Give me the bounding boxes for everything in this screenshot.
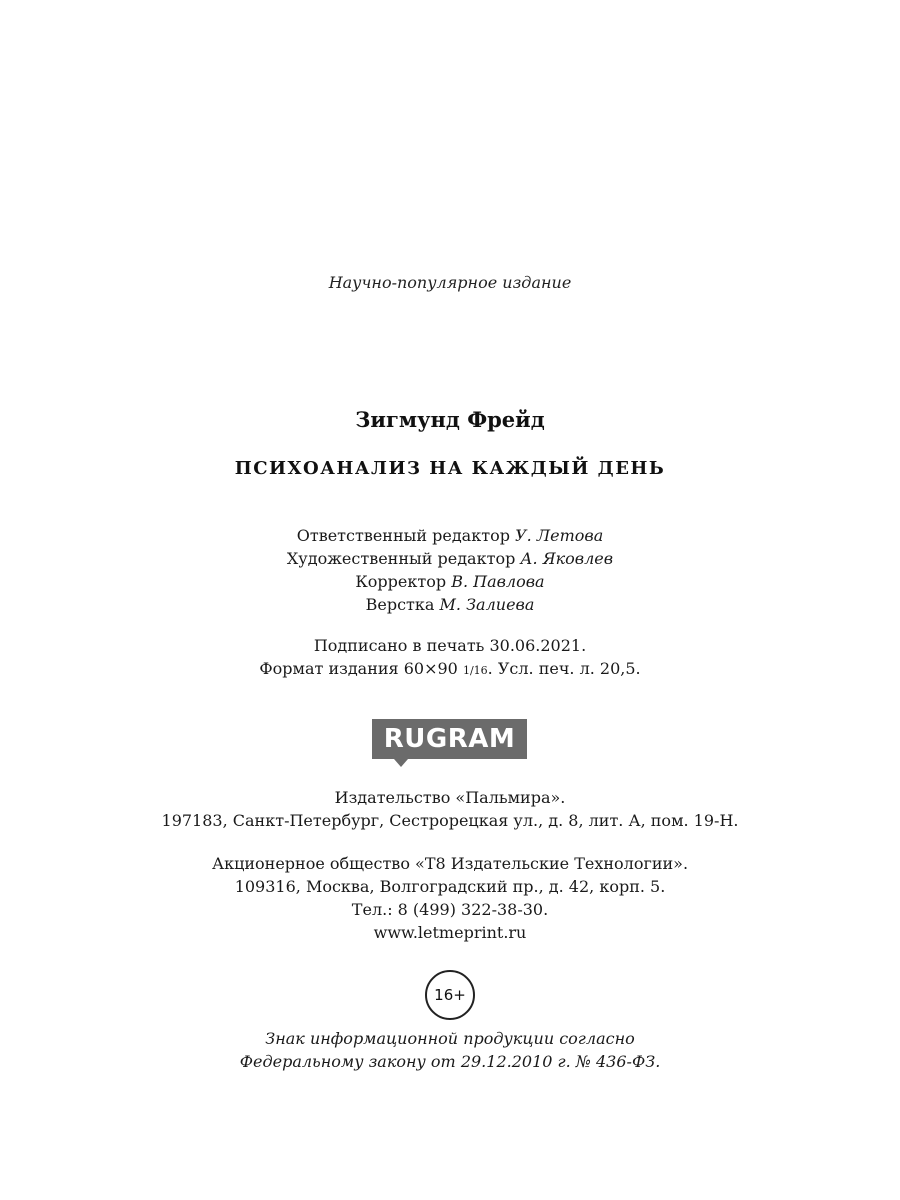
- credit-role: Верстка: [365, 595, 435, 614]
- print-format: [0, 657, 900, 682]
- legal-notice: [0, 1027, 900, 1073]
- credit-line: [0, 570, 900, 593]
- credit-line: [0, 547, 900, 570]
- credit-person: А. Яковлев: [520, 549, 614, 568]
- print-signed-date: Подписано в печать 30.06.2021.: [313, 636, 587, 655]
- legal-line-1: Знак информационной продукции согласно: [265, 1029, 635, 1048]
- age-rating-badge: 16+: [425, 970, 475, 1020]
- book-title: ПСИХОАНАЛИЗ НА КАЖДЫЙ ДЕНЬ: [234, 458, 666, 479]
- credits-block: [0, 524, 900, 616]
- credit-person: М. Залиева: [439, 595, 535, 614]
- author-name: Зигмунд Фрейд: [355, 407, 545, 432]
- publisher-name: Издательство «Пальмира».: [334, 788, 566, 807]
- format-fraction: 1/16: [462, 664, 488, 677]
- printer-address: 109316, Москва, Волгоградский пр., д. 42, корп. 5.: [234, 877, 666, 896]
- credit-line: [0, 524, 900, 547]
- legal-line-2: Федеральному закону от 29.12.2010 г. № 436-ФЗ.: [239, 1052, 661, 1071]
- printer-website: www.letmeprint.ru: [373, 923, 527, 942]
- print-info: [0, 634, 900, 682]
- credit-person: В. Павлова: [451, 572, 545, 591]
- logo-text: RUGRAM: [383, 724, 516, 754]
- publisher-info: [0, 786, 900, 832]
- printer-name: Акционерное общество «Т8 Издательские Технологии».: [211, 854, 689, 873]
- publisher-address: 197183, Санкт-Петербург, Сестрорецкая ул., д. 8, лит. А, пом. 19-Н.: [161, 811, 739, 830]
- edition-genre: Научно-популярное издание: [328, 273, 572, 292]
- credit-role: Корректор: [355, 572, 447, 591]
- format-suffix: . Усл. печ. л. 20,5.: [487, 659, 641, 678]
- credit-person: У. Летова: [515, 526, 604, 545]
- format-prefix: Формат издания 60×90: [259, 659, 458, 678]
- printer-info: [0, 852, 900, 944]
- credit-role: Ответственный редактор: [296, 526, 510, 545]
- credit-line: [0, 593, 900, 616]
- credit-role: Художественный редактор: [286, 549, 516, 568]
- printer-phone: Тел.: 8 (499) 322-38-30.: [351, 900, 549, 919]
- rugram-logo: [372, 719, 527, 759]
